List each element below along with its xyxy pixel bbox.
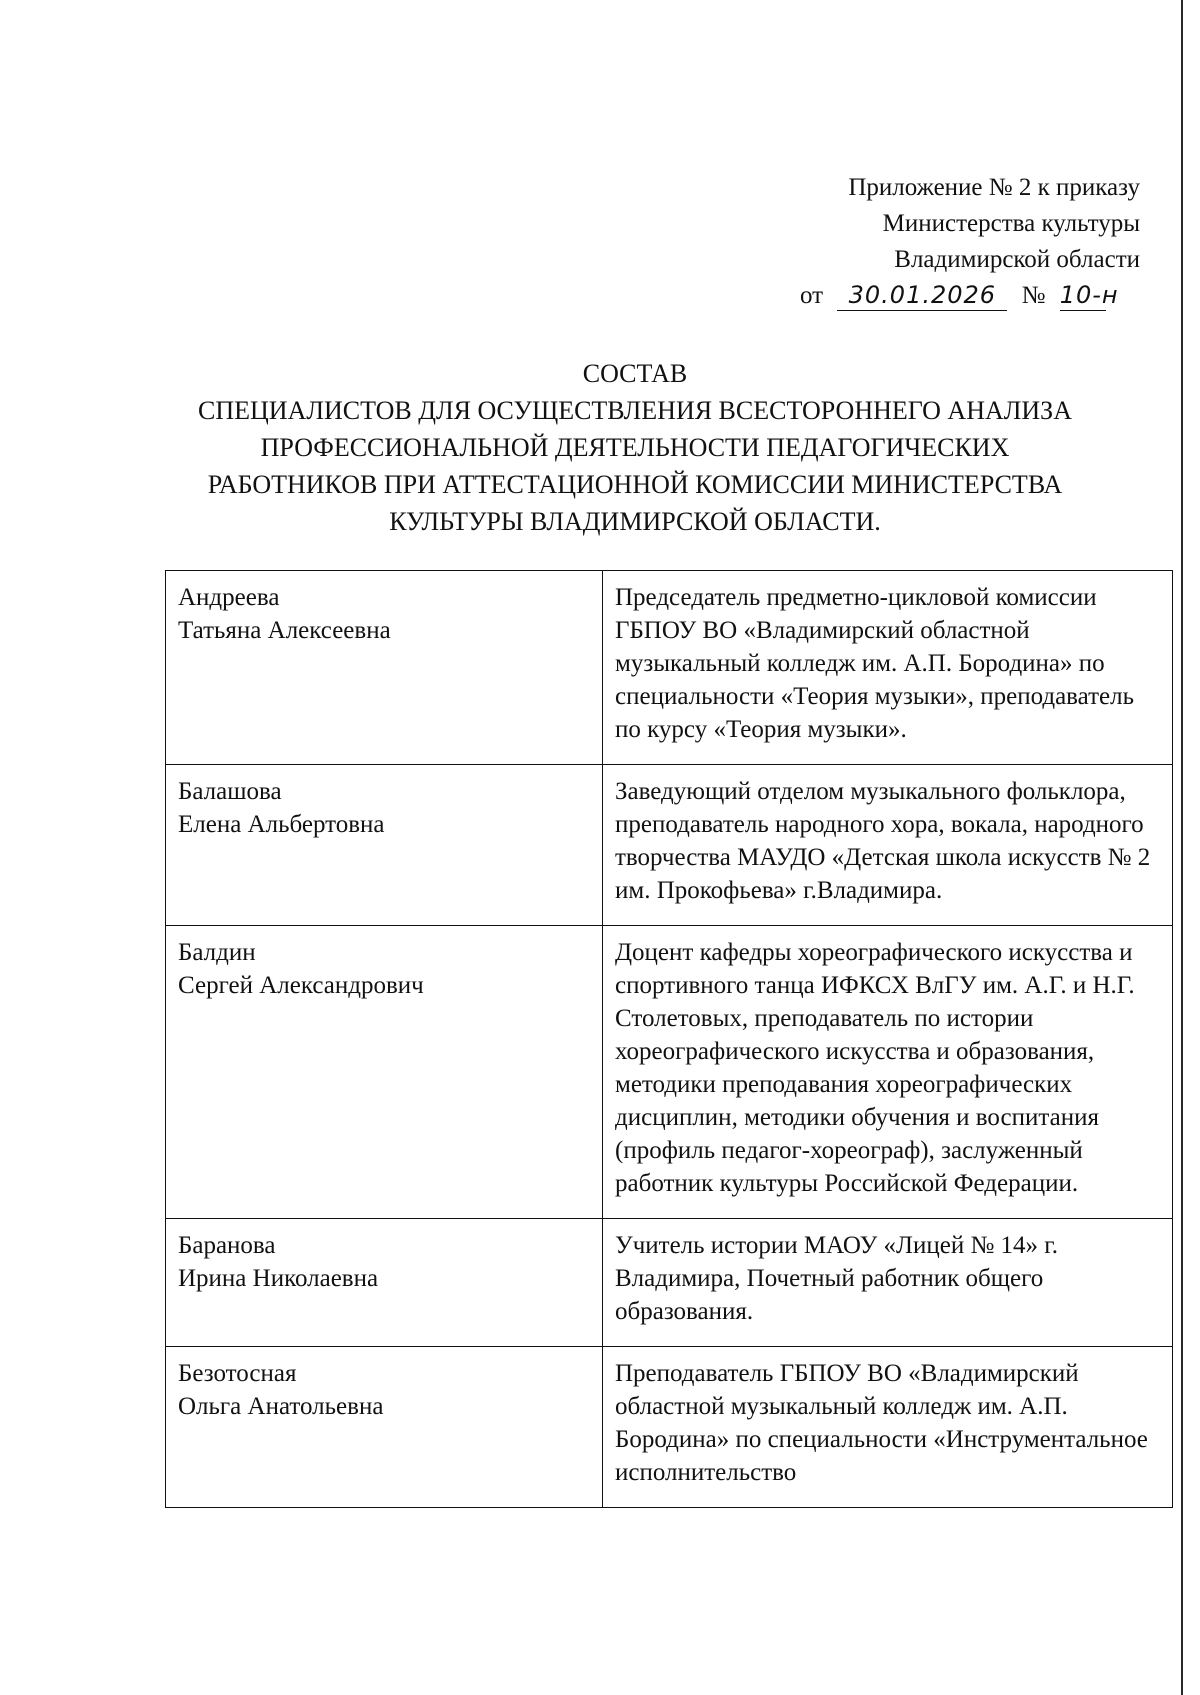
name-cell <box>166 571 603 765</box>
table-row <box>166 926 1173 1219</box>
document-title <box>150 355 1120 540</box>
table-row <box>166 765 1173 926</box>
appendix-header <box>720 170 1140 314</box>
appendix-line-1: Приложение № 2 к приказу <box>848 174 1140 201</box>
name-cell <box>166 1347 603 1508</box>
specialist-description: Доцент кафедры хореографического искусства и спортивного танца ИФКСХ ВлГУ им. А.Г. и Н.Г. Столетовых, преподаватель по истории хореографического искусства и образования, методики преподавания хореографических дисциплин, методики обучения и воспитания (профиль педагог-хореограф), заслуженный работник культуры Российской Федерации. <box>603 926 1173 1219</box>
order-date-number-line <box>720 278 1140 314</box>
specialist-surname: Баранова <box>178 1232 276 1259</box>
name-cell <box>166 765 603 926</box>
appendix-line-3: Владимирской области <box>894 246 1140 273</box>
table-row <box>166 1347 1173 1508</box>
specialist-given-names: Сергей Александрович <box>178 972 424 999</box>
specialist-given-names: Ольга Анатольевна <box>178 1393 384 1420</box>
name-cell <box>166 926 603 1219</box>
title-line-3: ПРОФЕССИОНАЛЬНОЙ ДЕЯТЕЛЬНОСТИ ПЕДАГОГИЧЕСКИХ <box>260 433 1010 462</box>
specialist-given-names: Елена Альбертовна <box>178 811 385 838</box>
specialist-given-names: Татьяна Алексеевна <box>178 617 391 644</box>
number-prefix: № <box>1021 282 1046 309</box>
specialist-given-names: Ирина Николаевна <box>178 1265 379 1292</box>
specialist-surname: Безотосная <box>178 1360 297 1387</box>
table-row <box>166 571 1173 765</box>
specialists-table <box>165 570 1173 1508</box>
specialist-description: Председатель предметно-цикловой комиссии ГБПОУ ВО «Владимирский областной музыкальный колледж им. А.П. Бородина» по специальности «Теория музыки», преподаватель по курсу «Теория музыки». <box>603 571 1173 765</box>
specialist-description: Учитель истории МАОУ «Лицей № 14» г. Владимира, Почетный работник общего образования. <box>603 1219 1173 1347</box>
page-edge-line <box>1181 0 1183 1695</box>
order-date-handwritten: 30.01.2026 <box>837 280 1007 311</box>
date-prefix: от <box>800 282 824 309</box>
order-number-handwritten: 10-н <box>1059 281 1119 309</box>
title-line-1: СОСТАВ <box>582 359 688 388</box>
title-line-4: РАБОТНИКОВ ПРИ АТТЕСТАЦИОННОЙ КОМИССИИ МИНИСТЕРСТВА <box>207 470 1063 499</box>
title-line-5: КУЛЬТУРЫ ВЛАДИМИРСКОЙ ОБЛАСТИ. <box>389 507 881 536</box>
table-row <box>166 1219 1173 1347</box>
name-cell <box>166 1219 603 1347</box>
specialist-description: Преподаватель ГБПОУ ВО «Владимирский областной музыкальный колледж им. А.П. Бородина» по специальности «Инструментальное исполнительство <box>603 1347 1173 1508</box>
specialist-description: Заведующий отделом музыкального фольклора, преподаватель народного хора, вокала, народного творчества МАУДО «Детская школа искусств № 2 им. Прокофьева» г.Владимира. <box>603 765 1173 926</box>
title-line-2: СПЕЦИАЛИСТОВ ДЛЯ ОСУЩЕСТВЛЕНИЯ ВСЕСТОРОННЕГО АНАЛИЗА <box>198 396 1072 425</box>
appendix-line-2: Министерства культуры <box>882 210 1140 237</box>
specialist-surname: Балашова <box>178 778 282 805</box>
specialist-surname: Балдин <box>178 939 256 966</box>
specialist-surname: Андреева <box>178 584 280 611</box>
